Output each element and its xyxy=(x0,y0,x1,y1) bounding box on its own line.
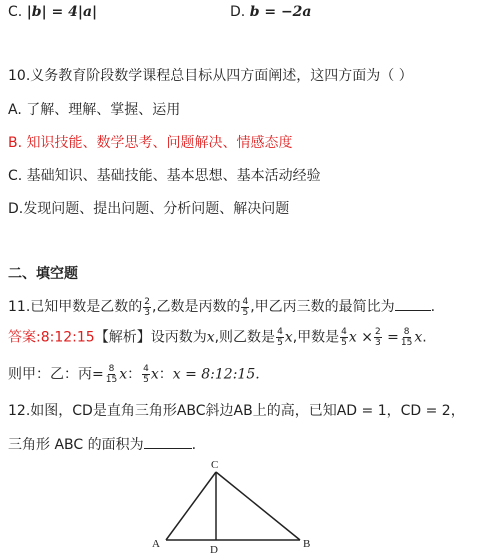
q11-answer-line xyxy=(8,327,427,348)
fraction-numerator: 2 xyxy=(374,327,381,337)
answer-label: 答案: xyxy=(8,329,41,346)
q9-option-c xyxy=(8,2,97,22)
fraction-numerator: 4 xyxy=(277,327,283,337)
colon: ： xyxy=(127,366,142,383)
period: . xyxy=(422,329,427,346)
fraction xyxy=(400,327,413,348)
fraction xyxy=(241,297,249,318)
fraction-numerator: 8 xyxy=(108,364,115,374)
fraction xyxy=(276,327,284,348)
q11-stem-text-3: ,甲乙丙三数的最简比为 xyxy=(250,299,395,315)
q9-option-d-label: D. xyxy=(230,4,246,20)
fraction xyxy=(340,327,348,348)
q12-stem: 12.如图，CD是直角三角形ABC斜边AB上的高，已知AD = 1，CD = 2， xyxy=(8,403,465,419)
times-sign: × xyxy=(361,329,373,346)
fraction xyxy=(105,364,118,385)
q11-ratio-line xyxy=(8,364,260,385)
fraction-denominator: 5 xyxy=(143,375,149,385)
fraction-denominator: 3 xyxy=(374,338,381,348)
side-cb xyxy=(216,472,300,540)
section-title: 二、填空题 xyxy=(8,266,78,282)
fraction xyxy=(142,364,150,385)
q10-stem: 10.义务教育阶段数学课程总目标从四方面阐述，这四方面为（ ） xyxy=(8,68,413,84)
fraction-denominator: 5 xyxy=(242,307,249,318)
answer-value: 8:12:15 xyxy=(40,329,95,346)
math-variable: x xyxy=(348,329,357,346)
fraction-numerator: 4 xyxy=(341,327,347,337)
q9-option-c-expr: |b| = 4|a| xyxy=(26,4,98,20)
answer-blank[interactable] xyxy=(144,434,192,449)
q12-stem-2 xyxy=(8,434,196,455)
q12-stem-end: . xyxy=(191,437,197,453)
q9-option-d-expr: b = −2a xyxy=(249,4,312,20)
ratio-result: x = 8:12:15. xyxy=(172,366,260,383)
equals-sign: = xyxy=(387,329,399,346)
math-variable: x xyxy=(119,366,128,383)
fraction-numerator: 2 xyxy=(144,296,150,307)
fraction-denominator: 3 xyxy=(144,307,150,318)
answer-blank[interactable] xyxy=(395,296,431,311)
fraction-denominator: 15 xyxy=(400,338,413,348)
label-b: B xyxy=(303,538,311,550)
math-variable: x xyxy=(414,329,423,346)
fraction xyxy=(374,327,382,348)
q10-option-d: D.发现问题、提出问题、分析问题、解决问题 xyxy=(8,201,290,217)
q9-option-c-label: C. xyxy=(8,4,23,20)
analysis-text-2: ,则乙数是 xyxy=(214,329,276,346)
q11-stem xyxy=(8,296,435,318)
analysis-text-3: ,甲数是 xyxy=(292,329,340,346)
math-variable: x xyxy=(206,329,215,346)
math-variable: x xyxy=(150,366,159,383)
analysis-text-1: 设丙数为 xyxy=(150,329,207,346)
fraction-denominator: 5 xyxy=(341,338,347,348)
q9-option-d xyxy=(230,2,312,22)
q11-stem-text-1: 11.已知甲数是乙数的 xyxy=(8,299,143,315)
label-a: A xyxy=(152,538,160,550)
label-c: C xyxy=(211,459,219,471)
label-d: D xyxy=(210,544,218,556)
fraction-numerator: 4 xyxy=(242,296,249,307)
q12-stem-text: 三角形 ABC 的面积为 xyxy=(8,437,144,453)
math-variable: x xyxy=(284,329,293,346)
q10-option-b: B. 知识技能、数学思考、问题解决、情感态度 xyxy=(8,135,293,151)
fraction-numerator: 4 xyxy=(143,364,149,374)
q10-option-c: C. 基础知识、基础技能、基本思想、基本活动经验 xyxy=(8,168,321,184)
ratio-text: 则甲：乙：丙= xyxy=(8,366,104,383)
triangle-figure xyxy=(0,456,484,556)
q10-option-a: A. 了解、理解、掌握、运用 xyxy=(8,102,181,118)
fraction xyxy=(143,297,151,318)
side-ac xyxy=(166,472,216,540)
colon: ： xyxy=(158,366,173,383)
fraction-numerator: 8 xyxy=(403,327,410,337)
fraction-denominator: 15 xyxy=(105,375,118,385)
q11-stem-end: . xyxy=(430,299,436,315)
analysis-tag: 【解析】 xyxy=(94,329,151,346)
q11-stem-text-2: ,乙数是丙数的 xyxy=(152,299,241,315)
fraction-denominator: 5 xyxy=(277,338,283,348)
